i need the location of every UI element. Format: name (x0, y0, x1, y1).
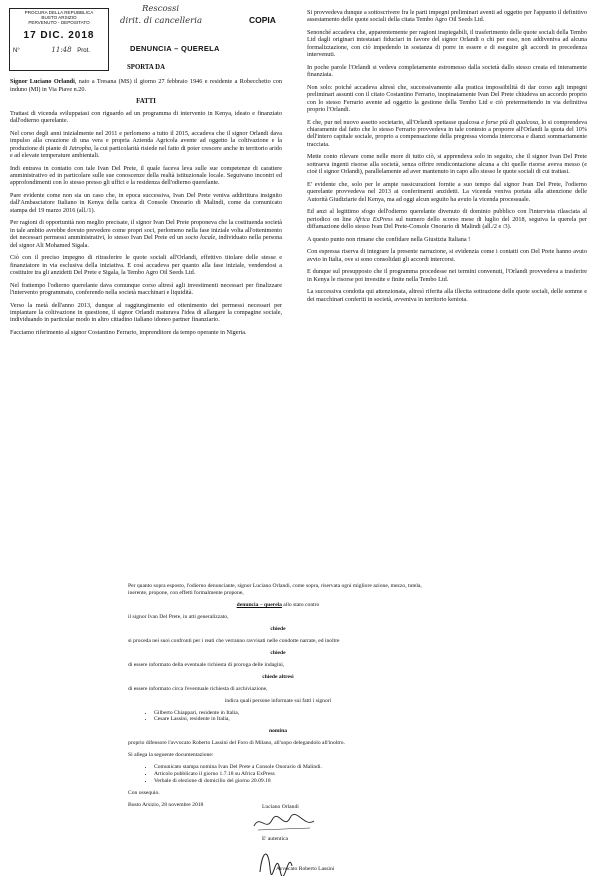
chiede-2: chiede (270, 649, 286, 656)
document-item: • Verbale di elezione di domicilio del giorno 20.09.18 (154, 778, 428, 785)
stamp-line-2: BUSTO ARSIZIO (41, 15, 77, 21)
stamp-line-3: PERVENUTO - DEPOSITATO (28, 20, 90, 26)
right-paragraph-9: A questo punto non rimane che confidare nella Giustizia Italiana ! (307, 235, 471, 243)
handwritten-note-line-2: dirit. di cancelleria (120, 16, 203, 26)
stamp-prot-label: Prot. (77, 47, 90, 54)
denuncia-rest: allo stato contro (281, 601, 320, 608)
right-paragraph-5: E che, pur nel nuovo assetto societario, all'Orlandi spettasse qualcosa e forse più di qualcosa, lo si comprendeva chiaramente dal fatto che lo stesso Ferrario provvedeva in tale contesto a proporre all'Orlandi la quota del 10% dell'intero capitale sociale, proprio a compensazione della pregressa vicenda intercorsa e dianzi sommariamente tracciata. (307, 118, 587, 148)
informato-2: di essere informato circa l'eventuale richiesta di archiviazione, (128, 685, 268, 692)
left-paragraph-5: Per ragioni di opportunità non meglio precisate, il signor Ivan Del Prete proponeva che la costituenda società in tale ambito avrebbe dovuto prevedere come propri soci, perlomeno nella fase iniziale volta all'ottenimento dei necessari permessi amministrativi, lo stesso Ivan Del Prete ed un socio locale, individuato nella persona del signor Ali Mohamed Sigala. (10, 219, 282, 249)
left-paragraph-7: Nel frattempo l'odierno querelante dava comunque corso altresì agli investimenti necessari per finalizzare l'intervento programmato, conferendo nella società macchinari e liquidità. (10, 281, 282, 297)
accused-line: il signor Ivan Del Prete, in atti generalizzato, (128, 613, 229, 620)
right-paragraph-11: E dunque sul presupposto che il programma procedesse nei termini convenuti, l'Orlandi provvedeva a trasferire in Kenya le risorse poi investite e finite nella Tembo Ltd. (307, 268, 587, 283)
stamp-number-label: N° (13, 47, 20, 54)
fatti-heading: FATTI (136, 98, 156, 106)
right-paragraph-12: La successiva condotta qui attenzionata, altresì riferita alla illecita sottrazione delle quote sociali, delle somme e dei macchinari conferiti in società, avveniva in territorio keniota. (307, 288, 587, 303)
place-date: Busto Arsizio, 28 novembre 2018 (128, 801, 204, 808)
left-column (10, 54, 282, 342)
chiede-1: chiede (270, 625, 286, 632)
copia-label: COPIA (249, 15, 276, 25)
autentica-line: E' autentica (262, 836, 289, 842)
request-intro: Per quanto sopra esposto, l'odierno denunciante, signor Luciano Orlandi, come sopra, riservata ogni migliore azione, mezzo, tutela, inerente, propone, con effetti formalmente propone, (128, 583, 422, 596)
persons-list (128, 710, 428, 724)
stamp-time: 11:48 (51, 45, 72, 54)
stamp-line-1: PROCURA DELLA REPUBBLICA (24, 10, 94, 15)
request-section (128, 583, 428, 814)
right-paragraph-4: Non solo: poiché accadeva altresì che, successivamente alla pratica impossibilità di dar corso agli impegni preliminari assunti con il citato Costantino Ferrario, inopinatamente Ivan Del Prete chiudeva un accordo proprio con lo stesso Ferrario avente ad oggetto la gestione della Tembo Ltd e ciò pretermettendo in via definitiva proprio l'Orlandi. (307, 83, 587, 114)
right-column (307, 9, 587, 308)
stamp-date: 17 DIC. 2018 (23, 29, 95, 41)
left-paragraph-9: Facciamo riferimento al signor Costantino Ferrario, imprenditore da tempo operante in Nigeria. (10, 329, 247, 337)
left-paragraph-1: Trattasi di vicenda sviluppatasi con riguardo ad un programma di intervento in Kenya, ideato e finanziato dall'odierno querelante. (10, 109, 282, 125)
right-paragraph-2: Senonché accadeva che, apparentemente per ragioni inspiegabili, il trasferimento delle quote sociali della Tembo Ltd dagli originari intestatari fiduciari in favore del signor Orlandi o chi per esso, non addiveniva ad alcuna formalizzazione, con ciò impedendo in sostanza di porre in essere e di eseguire gli accordi in precedenza intervenuti. (307, 29, 587, 59)
left-paragraph-6: Ciò con il preciso impegno di ritrasferire le quote sociali all'Orlandi, effettivo titolare delle stesse e finanziatore in via esclusiva della iniziativa. E così accadeva per quanto alla fase iniziale, vendendosi a costituire tra gli anzidetti Del Prete e Sigala, la Tembo Agro Oil Seeds Ltd. (10, 254, 282, 277)
chiede-3: chiede altresì (262, 673, 294, 680)
left-paragraph-2: Nel corso degli anni inizialmente nel 2011 e perlomeno a tutto il 2015, accadeva che il signor Orlandi dava impulso alla creazione di una vera e propria Azienda Agricola avente ad oggetto la coltivazione e la produzione di piante di Jatropha, la cui particolarità risiede nel fatto di poter crescere anche in territorio arido e ad elevate temperature ambientali. (10, 129, 282, 160)
nomina-label: nomina (268, 728, 288, 735)
document-item: • Articolo pubblicato il giorno 1.7.18 su Africa ExPress (154, 771, 428, 778)
intro-paragraph (10, 78, 282, 93)
sporta-da-heading: SPORTA DA (127, 64, 165, 71)
signature-orlandi (250, 812, 320, 834)
right-paragraph-3: In poche parole l'Orlandi si vedeva completamente estromesso dalla società dallo stesso creata ed interamente finanziata. (307, 63, 587, 79)
person-item: • Cesare Lassini, residente in Italia, (154, 716, 428, 723)
person-item: • Gilberto Chiappari, residente in Italia, (154, 710, 428, 717)
signer-name: Luciano Orlandi (262, 804, 299, 810)
left-paragraph-3: Indi entrava in contatto con tale Ivan Del Prete, il quale faceva leva sulle sue competenze di carattere amministrativo ed in particolare sulle sue conoscenze della realtà istituzionale locale. Seguivano incontri ed approfondimenti con lo stesso presso gli uffici e la residenza dell'odierno querelante. (10, 164, 282, 187)
handwritten-note-line-1: Rescossi (142, 4, 180, 14)
lawyer-name: Avvocato Roberto Lassini (276, 866, 335, 872)
complainant-name: Signor Luciano Orlandi (10, 78, 75, 86)
left-paragraph-8: Verso la metà dell'anno 2013, dunque al raggiungimento ed ottenimento dei permessi necessari per impiantare la coltivazione in questione, il signor Orlandi maturava l'idea di allargare la compagine sociale, individuando in particular modo in altro cittadino italiano idoneo partner finanziario. (10, 301, 282, 324)
informato-1: di essere informato della eventuale richiesta di proroga delle indagini, (128, 661, 285, 668)
right-paragraph-6: Mette conto rilevare come nelle more di tutto ciò, si apprendeva solo in seguito, che il signor Ivan Del Prete sottraeva ingenti risorse alla società, senza offrire rendicontazione alcuna a chi quelle risorse aveva messo (e cioè il signor Orlandi), parallelamente ad aver mantenuto in capo allo stesso le quote sociali di cui trattasi. (307, 153, 587, 176)
right-paragraph-10: Con espressa riserva di integrare la presente narrazione, si evidenzia come i contatti con Del Prete hanno avuto avvio in Italia, ove si sono consolidati gli accordi intercorsi. (307, 248, 587, 263)
difensore-line: proprio difensore l'avvocato Roberto Lassini del Foro di Milano, all'uopo delegandolo all'inoltro. (128, 740, 345, 747)
procede-line: si proceda nei suoi confronti per i reati che verranno ravvisati nelle condotte narrate, ed inoltre (128, 637, 340, 644)
left-paragraph-4: Pare evidente come non sia un caso che, in epoca successiva, Ivan Del Prete veniva addirittura insignito dall'Ambasciatore Italiano in Kenya della carica di Console Onorario di Malindi, come da comunicato stampa del 19 marzo 2016 (all./1). (10, 192, 282, 214)
right-paragraph-1: Si provvedeva dunque a sottoscrivere fra le parti impegni preliminari aventi ad oggetto per l'appunto il definitivo assestamento delle quote sociali della citata Tembo Agro Oil Seeds Ltd. (307, 9, 587, 24)
document-title: DENUNCIA – QUERELA (130, 44, 220, 53)
denuncia-line (128, 602, 428, 609)
indica-line: indica quali persone informate sui fatti i signori (224, 697, 332, 704)
denuncia-label: denuncia – querela (236, 601, 282, 608)
documents-list (128, 764, 428, 784)
ossequio-line: Con ossequio. (128, 789, 160, 796)
document-item: • Comunicato stampa nomina Ivan Del Prete a Console Onorario di Malindi. (154, 764, 428, 771)
allega-line: Si allega la seguente documentazione: (128, 752, 214, 759)
right-paragraph-8: Ed anzi al legittimo sfogo dell'odierno querelante divenuto di dominio pubblico con l'intervista rilasciata al periodico on line Africa ExPress sul numero dello scorso mese di luglio del 2018, seguiva la querela per diffamazione dello stesso Ivan Del Prete-Console Onorario di Malindi (all./2 e /3). (307, 208, 587, 231)
right-paragraph-7: E' evidente che, solo per le ampie rassicurazioni fornite a suo tempo dal signor Ivan Del Prete, l'odierno querelante provvedeva nel 2013 ai conferimenti anzidetti. La vicenda veniva portata alla attenzione delle Autorità Giudiziarie del Kenya, ma ad oggi alcun seguito ha avuto la vicenda processuale. (307, 180, 587, 203)
intro-rest: , nato a Tresana (MS) il giorno 27 febbraio 1946 e residente a Robecchetto con induno (MI) in Via Piave n.20. (10, 78, 282, 93)
